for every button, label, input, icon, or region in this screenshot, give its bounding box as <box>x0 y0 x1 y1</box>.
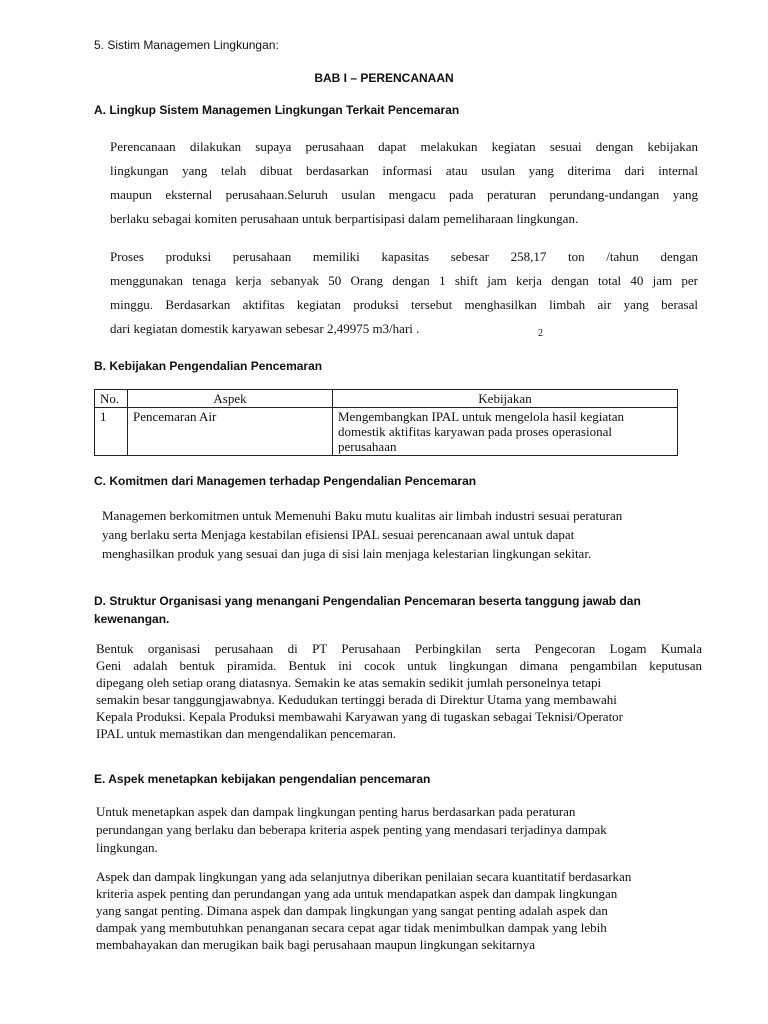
cell-aspek: Pencemaran Air <box>128 408 333 456</box>
paragraph-line: Managemen berkomitmen untuk Memenuhi Baku mutu kualitas air limbah industri sesuai peraturan <box>102 508 623 523</box>
column-header-no: No. <box>95 390 128 408</box>
section-e-paragraph-2 <box>96 868 706 953</box>
cell-kebijakan-line: domestik aktifitas karyawan pada proses operasional <box>338 424 612 439</box>
section-d-title-line: kewenangan. <box>94 612 170 626</box>
paragraph-line: dampak yang membutuhkan penanganan secara cepat agar tidak menimbulkan dampak yang lebih <box>96 920 607 935</box>
paragraph-line: maupun eksternal perusahaan.Seluruh usulan mengacu pada peraturan perundang-undangan yang <box>110 187 698 202</box>
paragraph-line: Aspek dan dampak lingkungan yang ada selanjutnya diberikan penilaian secara kuantitatif berdasarkan <box>96 869 632 884</box>
column-header-kebijakan: Kebijakan <box>333 390 678 408</box>
table-header-row <box>95 390 678 408</box>
paragraph-line: Untuk menetapkan aspek dan dampak lingkungan penting harus berdasarkan pada peraturan <box>96 804 576 819</box>
chapter-title: BAB I – PERENCANAAN <box>314 71 454 85</box>
paragraph-line: perundangan yang berlaku dan beberapa kriteria aspek penting yang mendasari terjadinya dampak <box>96 822 607 837</box>
section-c-paragraph <box>102 506 702 563</box>
paragraph-line: yang sangat penting. Dimana aspek dan dampak lingkungan yang sangat penting adalah aspek dan <box>96 903 608 918</box>
paragraph-line: Proses produksi perusahaan memiliki kapasitas sebesar 258,17 ton /tahun dengan <box>110 249 698 264</box>
section-d-paragraph <box>96 640 702 742</box>
paragraph-line: kriteria aspek penting dan perundangan yang ada untuk mendapatkan aspek dan dampak lingkungan <box>96 886 618 901</box>
paragraph-line: Bentuk organisasi perusahaan di PT Perusahaan Perbingkilan serta Pengecoran Logam Kumala <box>96 641 702 656</box>
paragraph-line: lingkungan. <box>96 840 158 855</box>
paragraph-line: menggunakan tenaga kerja sebanyak 50 Orang dengan 1 shift jam kerja dengan total 40 jam per <box>110 273 698 288</box>
section-a-title: A. Lingkup Sistem Managemen Lingkungan Terkait Pencemaran <box>94 103 460 117</box>
paragraph-line: Kepala Produksi. Kepala Produksi membawahi Karyawan yang di tugaskan sebagai Teknisi/Operator <box>96 709 624 724</box>
column-header-aspek: Aspek <box>128 390 333 408</box>
section-d-title-line: D. Struktur Organisasi yang menangani Pengendalian Pencemaran beserta tanggung jawab dan <box>94 594 641 608</box>
paragraph-line: dari kegiatan domestik karyawan sebesar 2,49975 m3/hari . <box>110 321 420 336</box>
paragraph-line: IPAL untuk memastikan dan mengendalikan pencemaran. <box>96 726 397 741</box>
paragraph-line: lingkungan yang telah dibuat berdasarkan informasi atau usulan yang diterima dari internal <box>110 163 698 178</box>
policy-table <box>94 389 678 456</box>
section-e-title: E. Aspek menetapkan kebijakan pengendalian pencemaran <box>94 772 431 786</box>
section-d-title <box>94 592 641 628</box>
paragraph-line: Perencanaan dilakukan supaya perusahaan dapat melakukan kegiatan sesuai dengan kebijakan <box>110 139 698 154</box>
paragraph-line: menghasilkan produk yang sesuai dan juga di sisi lain menjaga kelestarian lingkungan sekitar. <box>102 546 592 561</box>
paragraph-line: Geni adalah bentuk piramida. Bentuk ini cocok untuk lingkungan dimana pengambilan keputusan <box>96 658 702 673</box>
cell-kebijakan <box>333 408 678 456</box>
paragraph-line: semakin besar tanggungjawabnya. Kedudukan tertinggi berada di Direktur Utama yang membawahi <box>96 692 617 707</box>
paragraph-line: membahayakan dan merugikan baik bagi perusahaan maupun lingkungan sekitarnya <box>96 937 535 952</box>
cell-kebijakan-line: Mengembangkan IPAL untuk mengelola hasil kegiatan <box>338 409 625 424</box>
section-a-paragraph-1 <box>110 135 698 231</box>
paragraph-line: dipegang oleh setiap orang diatasnya. Semakin ke atas semakin sedikit jumlah personelnya tetapi <box>96 675 602 690</box>
table-row <box>95 408 678 456</box>
stray-mark: 2 <box>538 328 543 339</box>
section-c-title: C. Komitmen dari Managemen terhadap Pengendalian Pencemaran <box>94 474 477 488</box>
cell-kebijakan-line: perusahaan <box>338 439 397 454</box>
paragraph-line: berlaku sebagai komiten perusahaan untuk berpartisipasi dalam pemeliharaan lingkungan. <box>110 211 579 226</box>
paragraph-line: yang berlaku serta Menjaga kestabilan efisiensi IPAL sesuai perencanaan awal untuk dapat <box>102 527 575 542</box>
paragraph-line: minggu. Berdasarkan aktifitas kegiatan produksi tersebut menghasilkan limbah air yang berasal <box>110 297 698 312</box>
section-b-title: B. Kebijakan Pengendalian Pencemaran <box>94 359 323 373</box>
cell-no: 1 <box>95 408 128 456</box>
section-e-paragraph-1 <box>96 803 702 857</box>
document-heading: 5. Sistim Managemen Lingkungan: <box>94 38 279 52</box>
section-a-paragraph-2 <box>110 245 698 341</box>
